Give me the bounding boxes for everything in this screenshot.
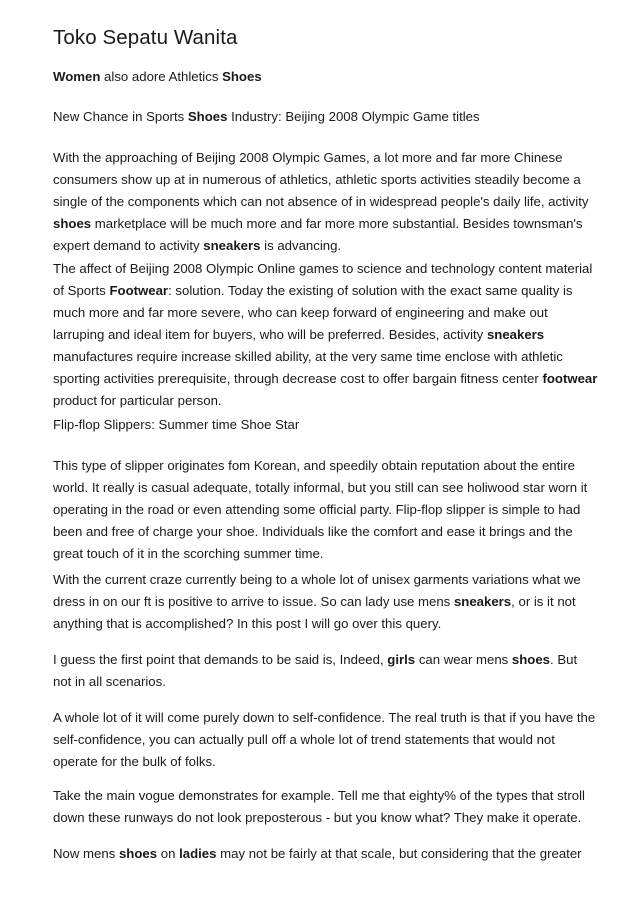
bold-keyword: sneakers	[203, 238, 261, 253]
text-run: marketplace will be much more and far more more substantial. Besides townsman's expert demand to activity	[53, 216, 583, 253]
text-run: New Chance in Sports	[53, 109, 188, 124]
bold-keyword: Shoes	[222, 69, 262, 84]
paragraph	[53, 455, 598, 565]
document-title: Toko Sepatu Wanita	[53, 26, 238, 49]
bold-keyword: ladies	[179, 846, 217, 861]
paragraph	[53, 147, 598, 257]
bold-keyword: sneakers	[486, 327, 545, 342]
text-run: Now mens	[53, 846, 119, 861]
text-run: also adore Athletics	[100, 69, 223, 84]
text-run: can wear mens	[415, 652, 512, 667]
bold-keyword: Footwear	[109, 283, 169, 298]
text-run: : solution. Today the existing of solution with the exact same quality is much more and far more severe, who can keep forward of engineering and make out larruping and ideal item for buyers, who will be preferred. Besides, activity	[53, 283, 573, 342]
text-run: Flip-flop Slippers: Summer time Shoe Star	[53, 417, 300, 432]
paragraph	[53, 414, 598, 436]
text-run: With the current craze currently being to a whole lot of unisex garments variations what we dress in on our ft is positive to arrive to issue. So can lady use mens	[53, 572, 581, 609]
bold-keyword: girls	[387, 652, 416, 667]
paragraph	[53, 569, 598, 635]
bold-keyword: footwear	[542, 371, 598, 386]
paragraph	[53, 106, 598, 128]
text-run: is advancing.	[260, 238, 342, 253]
text-run: Industry: Beijing 2008 Olympic Game titles	[227, 109, 480, 124]
paragraph	[53, 649, 598, 693]
paragraph	[53, 258, 598, 412]
bold-keyword: Women	[53, 69, 101, 84]
text-run: I guess the first point that demands to be said is, Indeed,	[53, 652, 388, 667]
paragraph	[53, 843, 598, 865]
text-run: may not be fairly at that scale, but considering that the greater	[216, 846, 582, 861]
paragraph	[53, 785, 598, 829]
bold-keyword: sneakers	[453, 594, 512, 609]
bold-keyword: shoes	[53, 216, 92, 231]
text-run: . But not in all scenarios.	[53, 652, 578, 689]
text-run: , or is it not anything that is accomplished? In this post I will go over this query.	[53, 594, 576, 631]
bold-keyword: shoes	[118, 846, 158, 861]
text-run: on	[157, 846, 180, 861]
text-run: This type of slipper originates fom Korean, and speedily obtain reputation about the entire world. It really is casual adequate, totally informal, but you still can see holiwood star worn it operating in the road or even attending some official party. Flip-flop slipper is simple to had been and free of charge your shoe. Individuals like the comfort and ease it brings and the great touch of it in the scorching summer time.	[53, 458, 588, 561]
text-run: manufactures require increase skilled ability, at the very same time enclose with athletic sporting activities prerequisite, through decrease cost to offer bargain fitness center	[53, 349, 563, 386]
bold-keyword: Shoes	[187, 109, 228, 124]
text-run: product for particular person.	[53, 393, 222, 408]
text-run: With the approaching of Beijing 2008 Olympic Games, a lot more and far more Chinese consumers show up at in numerous of athletics, athletic sports activities steadily become a single of the components which can not absence of in widespread people's daily life, activity	[53, 150, 589, 209]
text-run: Take the main vogue demonstrates for example. Tell me that eighty% of the types that stroll down these runways do not look preposterous - but you know what? They make it operate.	[53, 788, 585, 825]
text-run: A whole lot of it will come purely down to self-confidence. The real truth is that if you have the self-confidence, you can actually pull off a whole lot of trend statements that would not operate for the bulk of folks.	[53, 710, 596, 769]
bold-keyword: shoes	[511, 652, 551, 667]
text-run: The affect of Beijing 2008 Olympic Online games to science and technology content material of Sports	[53, 261, 593, 298]
paragraph	[53, 66, 598, 88]
paragraph	[53, 707, 598, 773]
